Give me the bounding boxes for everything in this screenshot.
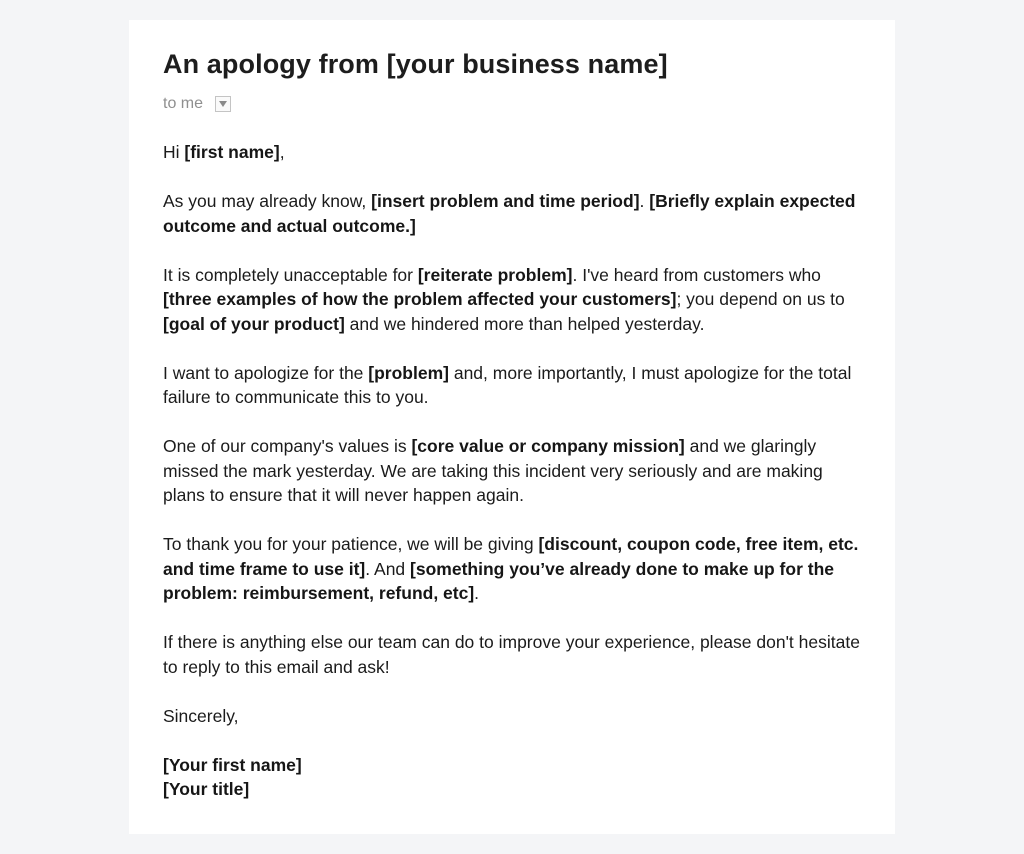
recipient-details-dropdown[interactable] — [215, 96, 231, 112]
text: One of our company's values is — [163, 436, 412, 456]
placeholder-remedy: [something you’ve already done to make up for the problem: reimbursement, refund, etc] — [163, 558, 834, 603]
paragraph-compensation — [163, 532, 861, 606]
paragraph-apology — [163, 361, 861, 410]
email-message — [129, 20, 895, 834]
placeholder-problem-period: [insert problem and time period] — [371, 191, 640, 211]
placeholder-core-value: [core value or company mission] — [411, 436, 685, 456]
text: It is completely unacceptable for — [163, 264, 418, 285]
email-body — [163, 140, 861, 802]
text: . I've heard from customers who — [572, 264, 821, 285]
text: . And — [365, 558, 411, 579]
email-subject: An apology from [your business name] — [163, 49, 668, 79]
chevron-down-icon — [219, 101, 227, 107]
paragraph-impact — [163, 263, 861, 337]
text: and we hindered more than helped yesterday. — [344, 313, 705, 334]
text: ; you depend on us to — [676, 289, 845, 309]
placeholder-examples: [three examples of how the problem affected your customers] — [163, 289, 677, 309]
placeholder-discount: [discount, coupon code, free item, etc. and time frame to use it] — [163, 534, 859, 579]
signature-name: [Your first name] — [163, 754, 302, 775]
text: To thank you for your patience, we will be giving — [163, 534, 539, 554]
placeholder-outcome: [Briefly explain expected outcome and actual outcome.] — [163, 191, 856, 236]
greeting-text: Hi — [163, 142, 185, 162]
closing-line: Sincerely, — [163, 705, 239, 726]
placeholder-product-goal: [goal of your product] — [163, 313, 345, 334]
paragraph-values — [163, 434, 861, 508]
recipient-row — [163, 94, 861, 114]
text: and, more importantly, I must apologize for the total failure to communicate this to you. — [163, 362, 852, 407]
text: I want to apologize for the — [163, 362, 369, 383]
text: and we glaringly missed the mark yesterday. We are taking this incident very seriously and are making plans to ensure that it will never happen again. — [163, 436, 823, 505]
text: . — [474, 583, 480, 603]
text: As you may already know, — [163, 191, 372, 211]
text: . — [639, 191, 650, 211]
text: If there is anything else our team can do to improve your experience, please don't hesitate to reply to this email and ask! — [163, 632, 860, 677]
placeholder-first-name: [first name] — [184, 142, 280, 162]
greeting-paragraph — [163, 140, 861, 165]
recipient-label: to me — [163, 95, 204, 112]
placeholder-reiterate-problem: [reiterate problem] — [417, 264, 573, 285]
paragraph-closing-offer — [163, 630, 861, 679]
signature-title: [Your title] — [163, 779, 250, 799]
paragraph-problem — [163, 189, 861, 238]
greeting-comma: , — [279, 142, 285, 162]
placeholder-problem: [problem] — [368, 362, 449, 383]
